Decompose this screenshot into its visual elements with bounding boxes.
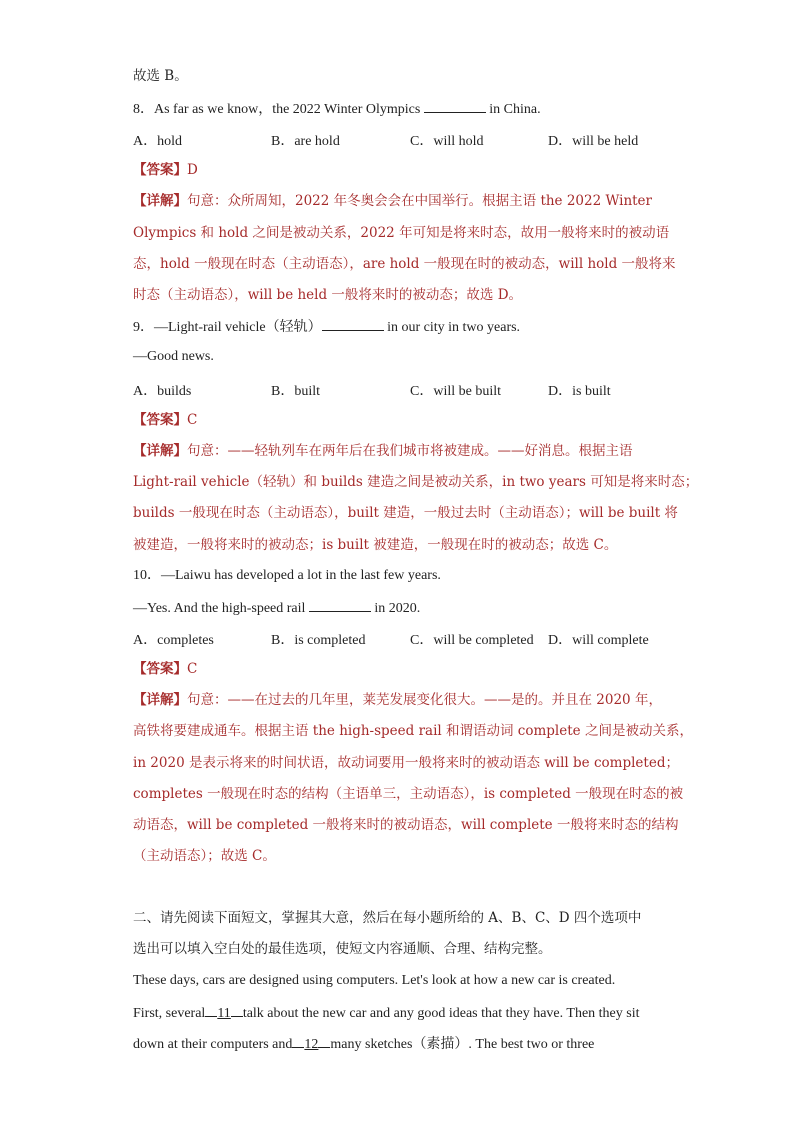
q9-detail-line-2: Light-rail vehicle（轻轨）和 builds 建造之间是被动关系，in two years 可知是将来时态； bbox=[133, 474, 699, 490]
prev-answer-conclusion: 故选 B。 bbox=[133, 68, 188, 84]
question-10: 10．—Laiwu has developed a lot in the last few years. bbox=[133, 568, 441, 583]
q9-detail-line-4: 被建造，一般将来时的被动态；is built 被建造，一般现在时的被动态；故选 C。 bbox=[133, 537, 618, 553]
section-2-instruction-line-2: 选出可以填入空白处的最佳选项，使短文内容通顺、合理、结构完整。 bbox=[133, 941, 552, 957]
q9-option-b: B．built bbox=[271, 384, 321, 399]
q8-option-b: B．are hold bbox=[271, 134, 340, 149]
q9-detail-line-3: builds 一般现在时态（主动语态），built 建造，一般过去时（主动语态）；will be built 将 bbox=[133, 505, 678, 521]
q9-option-d: D．is built bbox=[548, 384, 611, 399]
q10-detail-line-6: （主动语态）；故选 C。 bbox=[133, 848, 276, 864]
q10-option-d: D．will complete bbox=[548, 633, 649, 648]
q8-detail-line-3: 态，hold 一般现在时态（主动语态），are hold 一般现在时的被动态，will hold 一般将来 bbox=[133, 256, 676, 272]
q10-detail-line-3: in 2020 是表示将来的时间状语，故动词要用一般将来时的被动语态 will be completed； bbox=[133, 755, 679, 771]
answer-blank bbox=[322, 317, 384, 331]
q8-detail-line-1: 【详解】句意：众所周知，2022 年冬奥会会在中国举行。根据主语 the 2022 Winter bbox=[133, 193, 653, 209]
q10-option-c: C．will be completed bbox=[410, 633, 534, 648]
q8-option-c: C．will hold bbox=[410, 134, 484, 149]
q8-answer: 【答案】D bbox=[133, 162, 198, 178]
q10-option-a: A．completes bbox=[133, 633, 214, 648]
q8-detail-line-4: 时态（主动语态），will be held 一般将来时的被动态；故选 D。 bbox=[133, 287, 523, 303]
answer-blank bbox=[309, 598, 371, 612]
q10-detail-line-2: 高铁将要建成通车。根据主语 the high-speed rail 和谓语动词 complete 之间是被动关系， bbox=[133, 723, 693, 739]
q10-detail-line-1: 【详解】句意：——在过去的几年里，莱芜发展变化很大。——是的。并且在 2020 年， bbox=[133, 692, 662, 708]
q9-answer: 【答案】C bbox=[133, 412, 198, 428]
question-10-reply: —Yes. And the high-speed rail in 2020. bbox=[133, 598, 420, 618]
blank-number-11: 11 bbox=[217, 1006, 231, 1021]
question-8: 8．As far as we know，the 2022 Winter Olympics in China. bbox=[133, 99, 541, 119]
passage-line-1: These days, cars are designed using computers. Let's look at how a new car is created. bbox=[133, 973, 616, 988]
passage-line-2: First, several 11 talk about the new car and any good ideas that they have. Then they sit bbox=[133, 1003, 640, 1023]
q10-option-b: B．is completed bbox=[271, 633, 366, 648]
q10-answer: 【答案】C bbox=[133, 661, 198, 677]
q9-detail-line-1: 【详解】句意：——轻轨列车在两年后在我们城市将被建成。——好消息。根据主语 bbox=[133, 443, 633, 459]
question-9: 9．—Light-rail vehicle（轻轨） in our city in two years. bbox=[133, 317, 520, 337]
q8-option-a: A．hold bbox=[133, 134, 182, 149]
q9-option-a: A．builds bbox=[133, 384, 192, 399]
blank-number-12: 12 bbox=[304, 1037, 319, 1052]
q8-option-d: D．will be held bbox=[548, 134, 639, 149]
passage-line-3: down at their computers and 12 many sketches（素描）. The best two or three bbox=[133, 1034, 594, 1054]
answer-blank bbox=[424, 99, 486, 113]
q8-detail-line-2: Olympics 和 hold 之间是被动关系，2022 年可知是将来时态，故用一般将来时的被动语 bbox=[133, 225, 670, 241]
q10-detail-line-4: completes 一般现在时态的结构（主语单三，主动语态），is completed 一般现在时态的被 bbox=[133, 786, 684, 802]
question-9-reply: —Good news. bbox=[133, 349, 214, 364]
q9-option-c: C．will be built bbox=[410, 384, 501, 399]
q10-detail-line-5: 动语态，will be completed 一般将来时的被动语态，will complete 一般将来时态的结构 bbox=[133, 817, 679, 833]
section-2-instruction-line-1: 二、请先阅读下面短文，掌握其大意，然后在每小题所给的 A、B、C、D 四个选项中 bbox=[133, 910, 642, 926]
